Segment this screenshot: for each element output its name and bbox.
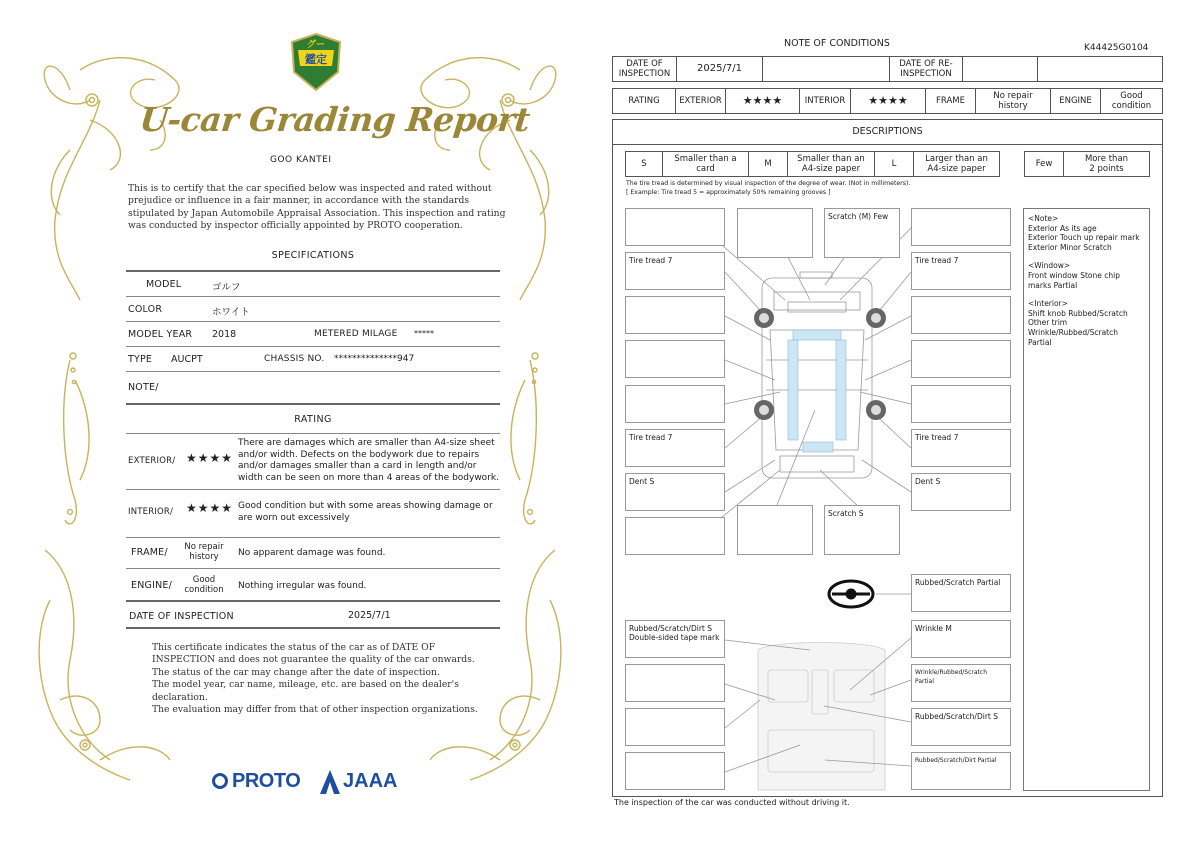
divider [126,433,500,434]
model-label: MODEL [146,279,182,290]
engine-label: ENGINE/ [131,580,172,591]
mileage-label: METERED MILAGE [314,329,398,339]
interior-stars: ★★★★ [850,88,926,114]
condition-box: Tire tread 7 [625,252,725,290]
disclaimer-line: The evaluation may differ from that of other inspection organizations. [152,704,478,716]
type-label: TYPE [128,354,153,365]
color-label: COLOR [128,304,163,315]
interior-stars: ★★★★ [186,501,234,515]
note-of-conditions-sheet [600,0,1200,848]
divider [126,321,500,322]
divider [126,489,500,490]
notes-panel [1023,208,1150,791]
frame-description: No apparent damage was found. [238,548,386,558]
condition-box: Tire tread 7 [911,429,1011,467]
note-label: NOTE/ [128,382,159,393]
frame-value: No repair history [975,88,1051,114]
legend-s-description: Smaller than a card [662,151,749,177]
inspection-date-label: DATE OF INSPECTION [129,611,234,622]
condition-box: Scratch S [824,505,900,555]
descriptions-heading: DESCRIPTIONS [852,126,923,137]
condition-box [911,385,1011,423]
divider [126,296,500,297]
disclaimer [152,642,492,716]
sheet-footer: The inspection of the car was conducted without driving it. [614,798,850,807]
tire-note: The tire tread is determined by visual inspection of the degree of wear. (Not in millimeters). [626,180,911,187]
inspection-date-value: 2025/7/1 [348,610,391,621]
svg-text:グー: グー [306,40,326,50]
condition-box: Wrinkle M [911,620,1011,658]
condition-box [625,708,725,746]
divider [126,568,500,569]
condition-box: Scratch (M) Few [824,208,900,258]
legend-few-description: More than 2 points [1063,151,1150,177]
jaaa-logo-icon [320,770,340,798]
note-line: Shift knob Rubbed/Scratch [1028,308,1128,318]
condition-box: Dent S [911,473,1011,511]
condition-box [911,296,1011,334]
engine-label: ENGINE [1050,88,1101,114]
condition-box [625,208,725,246]
condition-box [737,208,813,258]
condition-box: Rubbed/Scratch/Dirt S Double-sided tape mark [625,620,725,658]
legend-l: L [874,151,914,177]
condition-box: Dent S [625,473,725,511]
chassis-label: CHASSIS NO. [264,354,325,364]
condition-box [911,208,1011,246]
interior-label: INTERIOR [799,88,851,114]
exterior-description: There are damages which are smaller than A4-size sheet and/or width. Defects on the bodywork due to repairs and/or damages smaller than a card in length and/or width can be seen on more than 4 areas of the bodywork. [238,438,499,483]
sheet-code: K44425G0104 [1084,43,1149,53]
note-line: Front window Stone chip marks Partial [1028,270,1120,290]
interior-label: INTERIOR/ [128,507,174,517]
legend-s: S [625,151,663,177]
engine-description: Nothing irregular was found. [238,581,367,591]
mileage-value: ***** [414,329,434,338]
disclaimer-line: This certificate indicates the status of the car as of DATE OF INSPECTION and does not guarantee the quality of the car onwards. [152,642,475,666]
condition-box: Rubbed/Scratch Partial [911,574,1011,612]
disclaimer-line: The status of the car may change after the date of inspection. [152,666,440,678]
date-of-inspection-label: DATE OF INSPECTION [612,56,677,82]
date-of-inspection-value: 2025/7/1 [676,56,763,82]
divider [126,403,500,405]
condition-box [625,664,725,702]
specifications-heading: SPECIFICATIONS [271,250,355,261]
interior-description: Good condition but with some areas showing damage or are worn out excessively [238,501,493,523]
certification-statement: This is to certify that the car specified below was inspected and rated without prejudice or influence in a fair manner, in accordance with the standards stipulated by Japan Automobile Appraisal Association. This inspection and rating was conducted by inspector officially appointed by PROTO cooperation. [128,183,506,232]
sheet-title: NOTE OF CONDITIONS [784,38,890,49]
engine-value: Good condition [1100,88,1163,114]
engine-value: Good condition [184,575,224,595]
condition-box [911,340,1011,378]
model-year-value: 2018 [212,329,237,340]
proto-logo: PROTO [232,770,301,792]
report-title: U-car Grading Report [137,100,532,139]
note-line: <Interior> [1028,299,1068,309]
note-spacer [1028,252,1145,261]
model-value: ゴルフ [212,282,241,293]
goo-kantei-badge-logo [288,32,344,92]
divider [126,627,500,629]
condition-box: Rubbed/Scratch/Dirt S [911,708,1011,746]
color-value: ホワイト [212,307,250,318]
exterior-label: EXTERIOR/ [128,456,176,466]
legend-l-description: Larger than an A4-size paper [913,151,1000,177]
condition-box [625,385,725,423]
legend-few: Few [1024,151,1064,177]
note-line: <Window> [1028,261,1071,271]
rating-heading: RATING [294,414,332,425]
condition-box: Rubbed/Scratch/Dirt Partial [911,752,1011,790]
reinspection-label: DATE OF RE-INSPECTION [889,56,963,82]
note-line: Exterior As its age [1028,223,1097,233]
condition-box [625,296,725,334]
chassis-value: **************947 [334,354,415,364]
frame-value: No repair history [184,542,224,562]
note-line: Partial [1028,337,1052,347]
condition-box [625,517,725,555]
exterior-stars: ★★★★ [186,451,234,465]
divider [126,600,500,602]
divider [126,270,500,272]
exterior-label: EXTERIOR [675,88,726,114]
condition-box: Tire tread 7 [625,429,725,467]
condition-box: Wrinkle/Rubbed/Scratch Partial [911,664,1011,702]
divider [126,537,500,538]
note-line: <Note> [1028,214,1059,223]
note-line: Exterior Minor Scratch [1028,242,1112,252]
rating-label: RATING [612,88,676,114]
legend-m: M [748,151,788,177]
condition-box [625,752,725,790]
type-value: AUCPT [171,354,203,365]
note-line: Wrinkle/Rubbed/Scratch [1028,327,1118,337]
note-line: Other trim [1028,318,1068,328]
jaaa-logo: JAAA [343,770,398,792]
disclaimer-line: The model year, car name, mileage, etc. are based on the dealer's declaration. [152,679,459,703]
tire-note-example: [ Example: Tire tread 5 = approximately 50% remaining grooves ] [626,189,831,196]
note-line: Exterior Touch up repair mark [1028,233,1140,243]
model-year-label: MODEL YEAR [128,329,193,340]
divider [126,371,500,372]
frame-label: FRAME/ [131,547,168,558]
svg-text:鑑定: 鑑定 [305,53,327,66]
condition-box [737,505,813,555]
exterior-stars: ★★★★ [725,88,800,114]
divider [126,346,500,347]
brand-name: GOO KANTEI [270,155,332,165]
legend-m-description: Smaller than an A4-size paper [787,151,875,177]
frame-label: FRAME [925,88,976,114]
condition-box [625,340,725,378]
proto-logo-icon [212,773,228,789]
condition-box: Tire tread 7 [911,252,1011,290]
note-spacer [1028,290,1145,299]
